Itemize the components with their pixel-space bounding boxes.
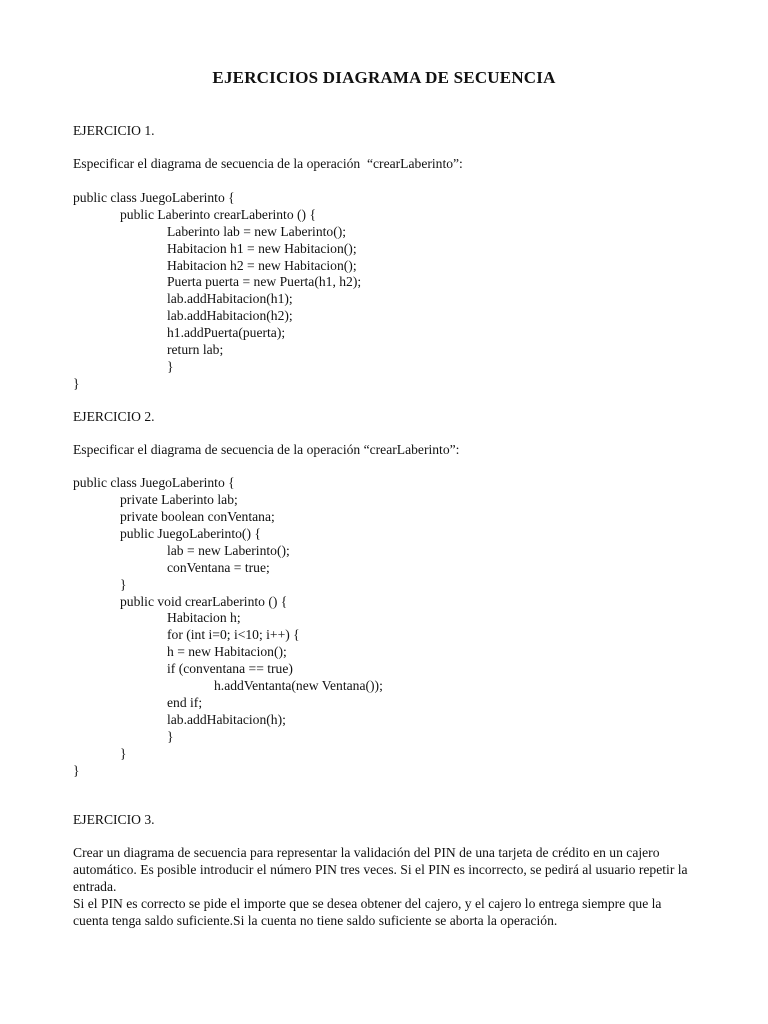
code-line: } [120,577,127,592]
code-line: Habitacion h2 = new Habitacion(); [167,258,357,273]
code-line: public Laberinto crearLaberinto () { [120,207,316,222]
exercise-3-description [73,844,693,929]
code-line: end if; [167,695,203,710]
code-line: Habitacion h; [167,610,241,625]
exercise-3-heading: EJERCICIO 3. [73,812,155,827]
code-line: } [73,376,80,391]
code-line: h = new Habitacion(); [167,644,287,659]
code-line: private Laberinto lab; [120,492,238,507]
exercise-2-heading: EJERCICIO 2. [73,409,155,424]
code-line: Puerta puerta = new Puerta(h1, h2); [167,274,362,289]
page-title: EJERCICIOS DIAGRAMA DE SECUENCIA [212,68,556,87]
code-line: } [167,359,174,374]
code-line: public void crearLaberinto () { [120,594,288,609]
exercise-1-statement: Especificar el diagrama de secuencia de la operación “crearLaberinto”: [73,156,463,171]
code-line: private boolean conVentana; [120,509,275,524]
code-line: return lab; [167,342,224,357]
code-line: lab.addHabitacion(h2); [167,308,293,323]
code-line: for (int i=0; i<10; i++) { [167,627,300,642]
code-line: Habitacion h1 = new Habitacion(); [167,241,357,256]
code-line: } [120,746,127,761]
exercise-2-statement: Especificar el diagrama de secuencia de la operación “crearLaberinto”: [73,442,460,457]
exercise-3-paragraph-1: Crear un diagrama de secuencia para representar la validación del PIN de una tarjeta de crédito en un cajero automático. Es posible introducir el número PIN tres veces. Si el PIN es incorrecto, se pedirá al usuario repetir la entrada. [73,845,688,894]
exercise-1-heading: EJERCICIO 1. [73,123,155,138]
code-line: public class JuegoLaberinto { [73,475,235,490]
code-line: h1.addPuerta(puerta); [167,325,286,340]
code-line: public class JuegoLaberinto { [73,190,235,205]
code-line: lab.addHabitacion(h); [167,712,286,727]
code-line: } [73,763,80,778]
code-line: Laberinto lab = new Laberinto(); [167,224,347,239]
exercise-3-paragraph-2: Si el PIN es correcto se pide el importe que se desea obtener del cajero, y el cajero lo entrega siempre que la cuenta tenga saldo suficiente.Si la cuenta no tiene saldo suficiente se aborta la operación. [73,896,662,928]
code-line: lab = new Laberinto(); [167,543,290,558]
code-line: h.addVentanta(new Ventana()); [214,678,383,693]
code-line: } [167,729,174,744]
code-line: if (conventana == true) [167,661,293,676]
code-line: public JuegoLaberinto() { [120,526,261,541]
code-line: conVentana = true; [167,560,270,575]
code-line: lab.addHabitacion(h1); [167,291,293,306]
